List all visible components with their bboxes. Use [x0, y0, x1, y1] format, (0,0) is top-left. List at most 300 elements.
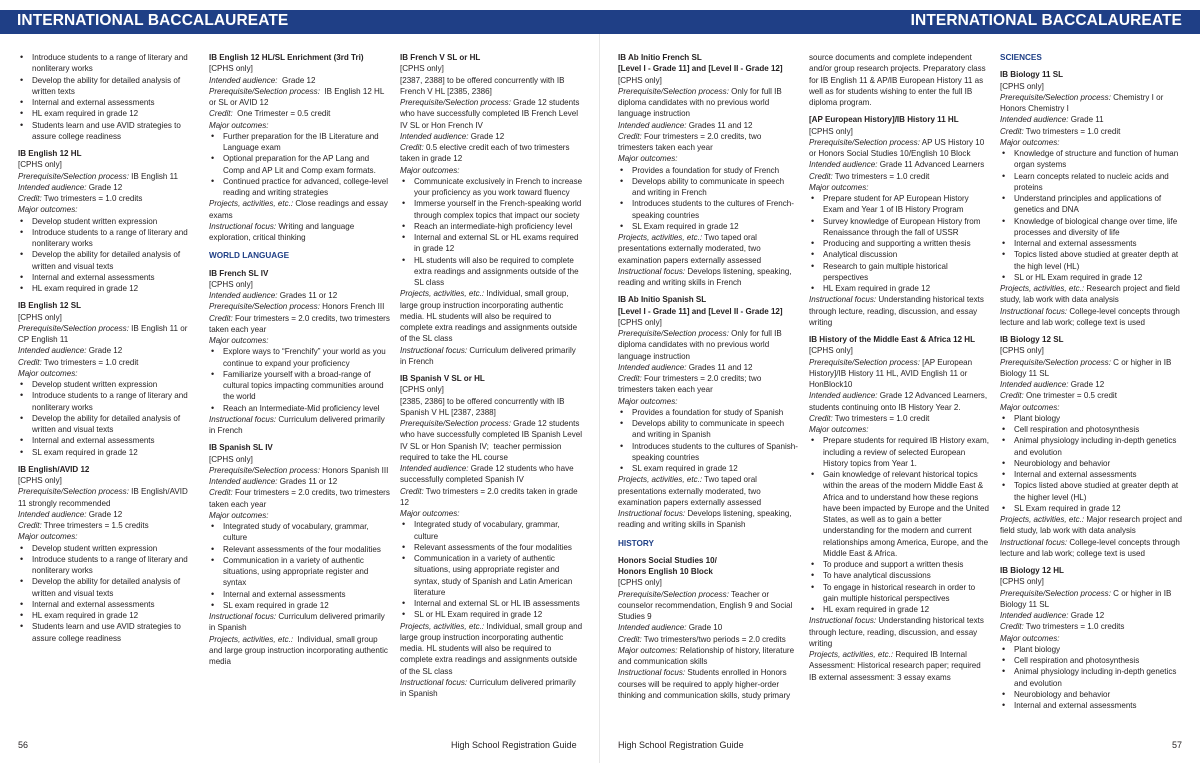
- outcome-item: • Relevant assessments of the four modalities: [400, 542, 583, 553]
- field-value: Grade 12: [277, 75, 316, 85]
- field-label: Prerequisite/Selection process:: [618, 86, 729, 96]
- outcome-item: • SL exam required in grade 12: [18, 447, 196, 458]
- course-field: [18, 171, 196, 182]
- course-field: [618, 645, 798, 668]
- course-field: [1000, 137, 1185, 148]
- course-field: [809, 424, 990, 435]
- outcome-item: • Provides a foundation for study of Spanish: [618, 407, 798, 418]
- course-field: [209, 611, 390, 634]
- field-label: Projects, activities, etc.:: [618, 233, 703, 242]
- field-label: Major outcomes:: [18, 205, 78, 215]
- outcome-list: [1000, 148, 1185, 283]
- course-field: [809, 182, 990, 193]
- field-label: Credit:: [1000, 126, 1024, 136]
- field-label: Credit:: [618, 374, 642, 383]
- field-value: Four trimesters = 2.0 credits, two trimesters taken each year: [209, 313, 393, 334]
- course-field: [1000, 402, 1185, 413]
- course-field: [618, 328, 798, 362]
- left-page-header-title: INTERNATIONAL BACCALAUREATE: [17, 12, 289, 29]
- field-label: Major outcomes:: [209, 510, 269, 520]
- outcome-item: • Develop student written expression: [18, 216, 196, 227]
- field-value: Two trimesters = 1.0 credit: [1023, 126, 1121, 136]
- field-label: Instructional focus:: [209, 414, 277, 424]
- field-value: Grade 12: [1068, 380, 1105, 389]
- course-field: [18, 182, 196, 193]
- field-value: Writing and language exploration, critical thinking: [209, 221, 357, 242]
- field-label: Prerequisite/Selection process:: [400, 98, 511, 107]
- course-text: [CPHS only]: [1000, 577, 1044, 587]
- outcome-item: • Knowledge of biological change over time, life processes and diversity of life: [1000, 216, 1185, 239]
- outcome-item: • Internal and external assessments: [18, 599, 196, 610]
- course-field: [1000, 610, 1185, 621]
- course-field: [18, 486, 196, 509]
- field-label: Intended audience:: [400, 131, 469, 141]
- field-label: Major outcomes:: [400, 509, 460, 518]
- field-label: Instructional focus:: [1000, 306, 1068, 316]
- field-value: Two trimesters = 1.0 credits: [41, 194, 143, 203]
- field-value: Grade 11: [1068, 115, 1104, 125]
- course-field: [400, 131, 583, 142]
- outcome-item: • Knowledge of structure and function of human organ systems: [1000, 148, 1185, 171]
- outcome-item: • Learn concepts related to nucleic acids and proteins: [1000, 171, 1185, 194]
- column-1: [18, 52, 196, 746]
- field-value: Curriculum delivered primarily in Spanish: [209, 612, 388, 633]
- course-text: [CPHS only]: [209, 279, 253, 289]
- field-value: Relationship of history, literature and communication skills: [618, 645, 797, 666]
- field-label: Credit:: [18, 357, 42, 367]
- outcome-item: • SL or HL Exam required in grade 12: [400, 609, 583, 620]
- course-title: IB French SL IV: [209, 268, 269, 278]
- outcome-item: • Communication in a variety of authentic situations, using appropriate register and syntax: [209, 555, 390, 589]
- field-label: Major outcomes:: [618, 154, 678, 164]
- field-value: IB English 11: [128, 171, 178, 181]
- course-title: IB Ab Initio Spanish SL: [618, 295, 707, 305]
- outcome-item: • Students learn and use AVID strategies to assure college readiness: [18, 120, 196, 143]
- outcome-item: • HL exam required in grade 12: [18, 108, 196, 119]
- outcome-item: • Students learn and use AVID strategies to assure college readiness: [18, 621, 196, 644]
- field-label: Credit:: [18, 521, 42, 530]
- course-title-continued: Honors English 10 Block: [618, 567, 713, 576]
- field-label: Instructional focus:: [400, 677, 468, 687]
- course-field: [209, 301, 390, 312]
- outcome-item: • Prepare student for AP European History Exam and Year 1 of IB History Program: [809, 193, 990, 216]
- field-value: Honors Spanish III: [319, 465, 389, 475]
- outcome-item: • SL exam required in grade 12: [209, 600, 390, 611]
- outcome-item: • Understand principles and applications of genetics and DNA: [1000, 193, 1185, 216]
- field-value: Grades 11 or 12: [277, 477, 338, 486]
- field-label: Major outcomes:: [618, 645, 678, 655]
- course-field: [1000, 379, 1185, 390]
- course-field: [400, 463, 583, 486]
- field-label: Instructional focus:: [618, 509, 686, 518]
- course-text: [CPHS only]: [18, 160, 62, 170]
- field-label: Credit:: [809, 413, 833, 423]
- field-label: Prerequisite/Selection process:: [1000, 357, 1111, 367]
- course-field: [400, 165, 583, 176]
- course-field: [618, 120, 798, 131]
- outcome-item: • Further preparation for the IB Literature and Language exam: [209, 131, 390, 154]
- column-5: [809, 52, 990, 746]
- course-field: [809, 615, 990, 649]
- course-field: [1000, 537, 1185, 560]
- course-field: [1000, 514, 1185, 537]
- outcome-item: • Explore ways to “Frenchify” your world as you continue to expand your proficiency: [209, 346, 390, 369]
- outcome-item: • Continued practice for advanced, college-level reading and writing strategies: [209, 176, 390, 199]
- outcome-list: [18, 216, 196, 295]
- field-label: Projects, activities, etc.:: [1000, 284, 1085, 293]
- course-title: IB English 12 HL/SL Enrichment (3rd Tri): [209, 53, 364, 62]
- course-field: [618, 373, 798, 396]
- course-field: [618, 153, 798, 164]
- course-field: [1000, 126, 1185, 137]
- field-value: Two trimesters = 1.0 credit: [832, 413, 930, 423]
- course-field: [1000, 621, 1185, 632]
- course-title: Honors Social Studies 10/: [618, 555, 717, 565]
- course-field: [1000, 357, 1185, 380]
- field-value: Grade 12: [1068, 611, 1105, 620]
- field-label: Major outcomes:: [618, 396, 678, 406]
- field-label: Major outcomes:: [809, 425, 869, 434]
- outcome-item: • HL exam required in grade 12: [18, 610, 196, 621]
- field-value: 0.5 elective credit each of two trimesters taken in grade 12: [400, 143, 572, 164]
- course-field: [18, 204, 196, 215]
- field-label: Intended audience:: [618, 120, 687, 130]
- course-field: [809, 413, 990, 424]
- course-field: [18, 531, 196, 542]
- course-text: [CPHS only]: [809, 126, 853, 136]
- field-value: Two trimesters = 1.0 credits: [1023, 622, 1125, 632]
- course-title: IB English/AVID 12: [18, 464, 90, 474]
- field-value: Four trimesters = 2.0 credits, two trimesters taken each year: [618, 131, 764, 152]
- outcome-item: • Internal and external SL or HL exams required in grade 12: [400, 232, 583, 255]
- outcome-item: • Topics listed above studied at greater depth at the high level (HL): [1000, 249, 1185, 272]
- field-value: Understanding historical texts through lecture, reading, discussion, and essay writing: [809, 295, 987, 327]
- course-field: [209, 414, 390, 437]
- course-field: [18, 520, 196, 531]
- field-value: IB English 12 HL or SL or AVID 12: [209, 86, 387, 107]
- field-label: Intended audience:: [400, 464, 469, 473]
- left-page-header-bar: [0, 10, 600, 34]
- field-label: Intended audience:: [209, 291, 278, 300]
- course-text: [CPHS only]: [400, 64, 444, 74]
- outcome-item: • Survey knowledge of European History from Renaissance through the fall of USSR: [809, 216, 990, 239]
- field-label: Credit:: [618, 634, 642, 644]
- outcome-item: • Optional preparation for the AP Lang and Comp and AP Lit and Comp exam formats.: [209, 153, 390, 176]
- course-title: IB French V SL or HL: [400, 53, 481, 62]
- course-field: [1000, 633, 1185, 644]
- field-label: Credit:: [209, 313, 233, 323]
- course-field: [618, 362, 798, 373]
- course-field: [1000, 114, 1185, 125]
- course-field: [809, 649, 990, 683]
- outcome-item: • Topics listed above studied at greater depth at the higher level (HL): [1000, 480, 1185, 503]
- course-field: [618, 86, 798, 120]
- field-label: Prerequisite/Selection process:: [618, 589, 729, 599]
- course-text: [CPHS only]: [809, 346, 853, 356]
- field-label: Projects, activities, etc.:: [400, 289, 485, 299]
- course-field: [400, 418, 583, 463]
- field-value: Grade 12 students who have successfully completed IB French Level IV SL or Hon French IV: [400, 98, 582, 130]
- course-title-continued: [Level I - Grade 11] and [Level II - Grade 12]: [618, 64, 783, 74]
- course-text: [CPHS only]: [1000, 346, 1044, 356]
- field-value: Develops listening, speaking, reading and writing skills in Spanish: [618, 509, 794, 530]
- course-field: [18, 193, 196, 204]
- outcome-item: • Cell respiration and photosynthesis: [1000, 655, 1185, 666]
- field-label: Credit:: [618, 131, 642, 141]
- course-field: [1000, 390, 1185, 401]
- field-label: Instructional focus:: [400, 345, 468, 355]
- course-field: [618, 232, 798, 266]
- outcome-item: • Develop the ability for detailed analysis of written and visual texts: [18, 576, 196, 599]
- field-value: AP US History 10 or Honors Social Studies 10/English 10 Block: [809, 137, 987, 158]
- outcome-item: • SL exam required in grade 12: [618, 463, 798, 474]
- field-value: Students enrolled in Honors courses will be required to apply higher-order thinking and communication skills, study primary: [618, 668, 791, 700]
- field-label: Prerequisite/Selection process:: [618, 329, 729, 338]
- field-label: Instructional focus:: [618, 668, 686, 678]
- outcome-item: • Develop student written expression: [18, 379, 196, 390]
- field-value: Teacher or counselor recommendation, English 9 and Social Studies 9: [618, 589, 795, 621]
- outcome-item: • HL Exam required in grade 12: [809, 283, 990, 294]
- field-value: Honors French III: [319, 302, 385, 312]
- course-text: [CPHS only]: [618, 317, 662, 327]
- outcome-list: [18, 52, 196, 142]
- field-value: Grade 12: [86, 182, 123, 192]
- field-value: Two taped oral presentations externally moderated, two examination papers externally assessed: [618, 233, 763, 265]
- course-field: [209, 487, 393, 510]
- course-field: [209, 290, 390, 301]
- outcome-item: • Research to gain multiple historical perspectives: [809, 261, 990, 284]
- course-field: [209, 510, 390, 521]
- field-value: Research project and field study, lab work with data analysis: [1000, 284, 1183, 305]
- course-field: [1000, 92, 1185, 115]
- outcome-item: • Integrated study of vocabulary, grammar, culture: [400, 519, 583, 542]
- course-title: IB English 12 SL: [18, 301, 82, 311]
- outcome-list: [400, 176, 583, 289]
- field-value: Chemistry I or Honors Chemistry I: [1000, 92, 1166, 113]
- course-text: source documents and complete independent and/or group research projects. Preparatory class for IB English 11 & AP/IB European History 11 as well as for students wishing to enter the full IB diploma program.: [809, 53, 986, 107]
- page-spine-divider: [599, 34, 600, 763]
- outcome-item: • Reach an Intermediate-Mid proficiency level: [209, 403, 390, 414]
- field-label: Credit:: [209, 488, 233, 498]
- course-field: [400, 288, 583, 344]
- field-value: Grade 10: [686, 623, 723, 633]
- course-title: IB History of the Middle East & Africa 12 HL: [809, 335, 976, 344]
- field-value: Only for full IB diploma candidates with no previous world language instruction: [618, 86, 784, 119]
- outcome-item: • SL Exam required in grade 12: [1000, 503, 1185, 514]
- field-label: Intended audience:: [618, 362, 687, 372]
- outcome-list: [400, 519, 583, 620]
- outcome-item: • Plant biology: [1000, 644, 1185, 655]
- field-value: Grades 11 and 12: [686, 120, 753, 130]
- field-label: Prerequisite/Selection process:: [18, 171, 129, 181]
- field-value: Four trimesters = 2.0 credits, two trimesters taken each year: [209, 488, 393, 509]
- course-text: [CPHS only]: [1000, 81, 1044, 91]
- outcome-list: [209, 131, 390, 199]
- course-field: [400, 508, 583, 519]
- course-field: [809, 171, 990, 182]
- outcome-item: • Gain knowledge of relevant historical topics within the areas of the modern Middle East & Africa and to understand how these regions have been impacted by Europe and the United States, as well as to gain a better understanding for the modern and current relationships among America, Europe, and the Middle East & Africa.: [809, 469, 990, 559]
- field-value: IB English/AVID 11 strongly recommended: [18, 487, 191, 508]
- course-field: [400, 621, 583, 677]
- outcome-item: • HL exam required in grade 12: [18, 283, 196, 294]
- outcome-list: [18, 543, 196, 644]
- outcome-item: • Develop the ability for detailed analysis of written texts: [18, 75, 196, 98]
- column-2: [209, 52, 393, 746]
- field-label: Instructional focus:: [809, 616, 877, 626]
- course-field: [1000, 588, 1185, 611]
- outcome-item: • To have analytical discussions: [809, 570, 990, 581]
- outcome-item: • Introduces students to the cultures of Spanish-speaking countries: [618, 441, 798, 464]
- outcome-item: • To engage in historical research in order to gain multiple historical perspectives: [809, 582, 990, 605]
- right-page-header-bar: [600, 10, 1200, 34]
- outcome-item: • Reach an intermediate-high proficiency level: [400, 221, 583, 232]
- outcome-item: • HL exam required in grade 12: [809, 604, 990, 615]
- field-value: Required IB Internal Assessment: Historical research paper; required IB external assessment: 3 essay exams: [809, 650, 983, 682]
- field-value: Only for full IB diploma candidates with no previous world language instruction: [618, 329, 784, 361]
- field-value: Develops listening, speaking, reading and writing skills in French: [618, 266, 794, 287]
- field-value: Individual, small group and large group instruction incorporating authentic media. HL students will also be required to complete extra readings and assignments outside of the SL class: [400, 621, 585, 676]
- field-value: Curriculum delivered primarily in French: [400, 345, 579, 366]
- field-value: Grade 12: [86, 509, 123, 519]
- course-title: IB Ab Initio French SL: [618, 53, 702, 62]
- outcome-item: • Internal and external assessments: [209, 589, 390, 600]
- field-label: Intended audience:: [18, 509, 87, 519]
- field-label: Projects, activities, etc.:: [618, 475, 703, 485]
- course-text: [2385, 2386] to be offered concurrently with IB Spanish V HL [2387, 2388]: [400, 396, 565, 417]
- course-field: [809, 159, 990, 170]
- outcome-item: • Familiarize yourself with a broad-range of cultural topics impacting communities around the world: [209, 369, 390, 403]
- field-value: Major research project and field study, lab work with data analysis: [1000, 515, 1185, 536]
- outcome-item: • Internal and external assessments: [1000, 700, 1185, 711]
- field-value: College-level concepts through lecture and lab work; college text is used: [1000, 537, 1183, 558]
- outcome-list: [209, 521, 390, 611]
- course-field: [1000, 306, 1185, 329]
- outcome-list: [1000, 413, 1185, 514]
- field-label: Prerequisite/Selection process:: [209, 302, 320, 312]
- outcome-item: • Internal and external assessments: [18, 97, 196, 108]
- right-page-header-title: INTERNATIONAL BACCALAUREATE: [910, 12, 1182, 29]
- outcome-item: • Develop the ability for detailed analysis of written and visual texts: [18, 249, 196, 272]
- field-label: Major outcomes:: [209, 120, 269, 130]
- course-field: [209, 75, 390, 86]
- course-field: [209, 313, 393, 336]
- field-label: Intended audience:: [18, 346, 87, 356]
- column-3: [400, 52, 583, 746]
- course-field: [209, 120, 390, 131]
- field-value: C or higher in IB Biology 11 SL: [1000, 588, 1174, 609]
- course-field: [618, 396, 798, 407]
- section-heading: HISTORY: [618, 538, 654, 548]
- course-title: IB English 12 HL: [18, 149, 82, 158]
- field-label: Instructional focus:: [209, 612, 277, 621]
- field-value: Understanding historical texts through lecture, reading, discussion, and essay writing: [809, 616, 987, 648]
- section-heading: WORLD LANGUAGE: [209, 251, 290, 261]
- outcome-item: • Develop the ability for detailed analysis of written and visual texts: [18, 413, 196, 436]
- course-field: [18, 323, 196, 346]
- outcome-item: • Plant biology: [1000, 413, 1185, 424]
- field-value: Grades 11 or 12: [277, 291, 338, 300]
- outcome-item: • Internal and external SL or HL IB assessments: [400, 598, 583, 609]
- outcome-item: • Internal and external assessments: [18, 272, 196, 283]
- course-field: [18, 345, 196, 356]
- field-label: Intended audience:: [809, 391, 878, 401]
- field-label: Prerequisite/Selection process:: [400, 419, 511, 428]
- right-page-number: 57: [1172, 740, 1183, 750]
- outcome-list: [809, 435, 990, 615]
- outcome-item: • Relevant assessments of the four modalities: [209, 544, 390, 555]
- course-text: [CPHS only]: [400, 385, 444, 395]
- outcome-item: • Internal and external assessments: [18, 435, 196, 446]
- course-text: [CPHS only]: [618, 578, 662, 588]
- field-label: Major outcomes:: [809, 182, 869, 192]
- field-label: Instructional focus:: [209, 221, 277, 231]
- outcome-item: • SL or HL Exam required in grade 12: [1000, 272, 1185, 283]
- field-label: Credit:: [18, 194, 42, 203]
- field-label: Intended audience:: [209, 477, 278, 486]
- outcome-item: • HL students will also be required to complete extra readings and assignments outside of the SL class: [400, 255, 583, 289]
- field-value: Two trimesters/two periods = 2.0 credits: [641, 634, 786, 644]
- course-field: [209, 335, 390, 346]
- outcome-item: • Neurobiology and behavior: [1000, 689, 1185, 700]
- field-value: Close readings and essay exams: [209, 199, 391, 220]
- field-value: College-level concepts through lecture and lab work; college text is used: [1000, 306, 1183, 327]
- field-label: Prerequisite/Selection process:: [209, 86, 320, 96]
- field-label: Prerequisite/Selection process:: [209, 465, 320, 475]
- course-field: [18, 357, 196, 368]
- field-value: Grade 12 students who have successfully completed Spanish IV: [400, 464, 576, 485]
- field-label: Credit:: [209, 109, 233, 119]
- outcome-list: [18, 379, 196, 458]
- course-field: [400, 677, 583, 700]
- course-text: [CPHS only]: [18, 476, 62, 485]
- field-value: [AP European History]/IB History 11 HL, AVID English 11 or HonBlock10: [809, 357, 975, 389]
- course-field: [209, 86, 390, 109]
- course-text: [CPHS only]: [209, 64, 253, 74]
- field-label: Instructional focus:: [1000, 537, 1068, 547]
- field-value: Curriculum delivered primarily in French: [209, 414, 388, 435]
- field-value: Two trimesters = 2.0 credits taken in grade 12: [400, 486, 580, 507]
- outcome-item: • Internal and external assessments: [1000, 469, 1185, 480]
- outcome-item: • Introduce students to a range of literary and nonliterary works: [18, 554, 196, 577]
- outcome-item: • Cell respiration and photosynthesis: [1000, 424, 1185, 435]
- course-title: IB Spanish V SL or HL: [400, 374, 485, 383]
- field-value: Grades 11 and 12: [686, 362, 753, 372]
- field-label: Intended audience:: [209, 75, 278, 85]
- field-label: Prerequisite/Selection process:: [18, 487, 129, 497]
- field-value: Individual, small group and large group instruction incorporating authentic media: [209, 634, 391, 666]
- left-page-number: 56: [18, 740, 29, 750]
- field-value: Two taped oral presentations externally moderated, two examination papers externally assessed: [618, 475, 763, 507]
- outcome-item: • Introduce students to a range of literary and nonliterary works: [18, 390, 196, 413]
- course-text: [CPHS only]: [209, 454, 253, 464]
- field-label: Credit:: [1000, 622, 1024, 632]
- field-label: Major outcomes:: [18, 368, 78, 378]
- field-value: Grade 12: [86, 346, 123, 356]
- field-label: Intended audience:: [618, 623, 687, 633]
- field-label: Major outcomes:: [1000, 633, 1060, 643]
- course-field: [618, 589, 798, 623]
- field-label: Instructional focus:: [618, 266, 686, 276]
- field-label: Prerequisite/Selection process:: [1000, 92, 1111, 102]
- course-text: [CPHS only]: [18, 312, 62, 322]
- outcome-item: • Animal physiology including in-depth genetics and evolution: [1000, 666, 1185, 689]
- field-value: Grade 12 students who have successfully completed IB Spanish Level IV SL or Hon Spanish IV; teacher permission required to take the HL course: [400, 419, 585, 462]
- column-4: [618, 52, 798, 746]
- course-title: IB Biology 12 HL: [1000, 566, 1064, 575]
- field-label: Prerequisite/Selection process:: [18, 323, 129, 333]
- course-field: [209, 108, 390, 119]
- field-label: Projects, activities, etc.:: [809, 650, 894, 659]
